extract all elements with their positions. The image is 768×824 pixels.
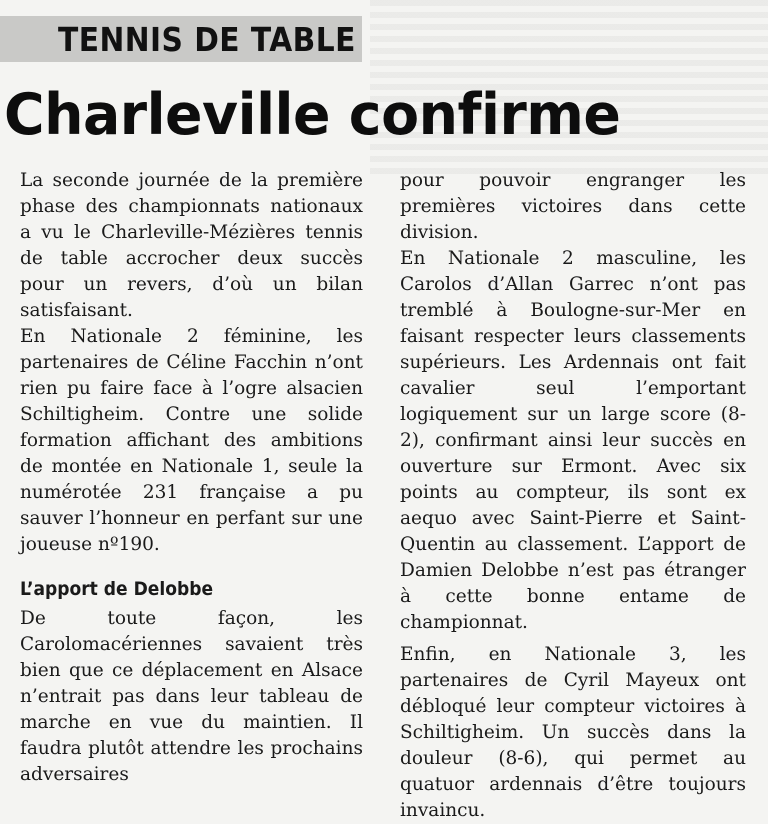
article-headline: Charleville confirme — [4, 82, 621, 148]
article-subhead: L’apport de Delobbe — [20, 578, 214, 600]
left-column — [20, 168, 363, 788]
section-rubric — [0, 16, 362, 62]
right-paragraph-3: Enfin, en Nationale 3, les partenaires de Cyril Mayeux ont débloqué leur compteur victoires à Schiltigheim. Un succès dans la douleur (8-6), qui permet au quatuor ardennais d’être toujours invaincu. — [400, 644, 746, 821]
left-paragraph-1: La seconde journée de la première phase des championnats nationaux a vu le Charleville-Mézières tennis de table accrocher deux succès pour un revers, d’où un bilan satisfaisant. — [20, 170, 363, 321]
right-paragraph-2: En Nationale 2 masculine, les Carolos d’Allan Garrec n’ont pas tremblé à Boulogne-sur-Mer en faisant respecter leurs classements supérieurs. Les Ardennais ont fait cavalier seul l’emportant logiquement sur un large score (8-2), confirmant ainsi leur succès en ouverture sur Ermont. Avec six points au compteur, ils sont ex aequo avec Saint-Pierre et Saint-Quentin au classement. L’apport de Damien Delobbe n’est pas étranger à cette bonne entame de championnat. — [400, 248, 746, 633]
left-paragraph-3: De toute façon, les Carolomacériennes savaient très bien que ce déplacement en Alsace n’entrait pas dans leur tableau de marche en vue du maintien. Il faudra plutôt attendre les prochains adversaires — [20, 608, 363, 785]
rubric-text: TENNIS DE TABLE — [58, 20, 356, 59]
left-paragraph-2: En Nationale 2 féminine, les partenaires de Céline Facchin n’ont rien pu faire face à l’ogre alsacien Schiltigheim. Contre une solide formation affichant des ambitions de montée en Nationale 1, seule la numérotée 231 française a pu sauver l’honneur en perfant sur une joueuse nº190. — [20, 326, 363, 555]
right-paragraph-1: pour pouvoir engranger les premières victoires dans cette division. — [400, 170, 746, 243]
right-column — [400, 168, 746, 824]
